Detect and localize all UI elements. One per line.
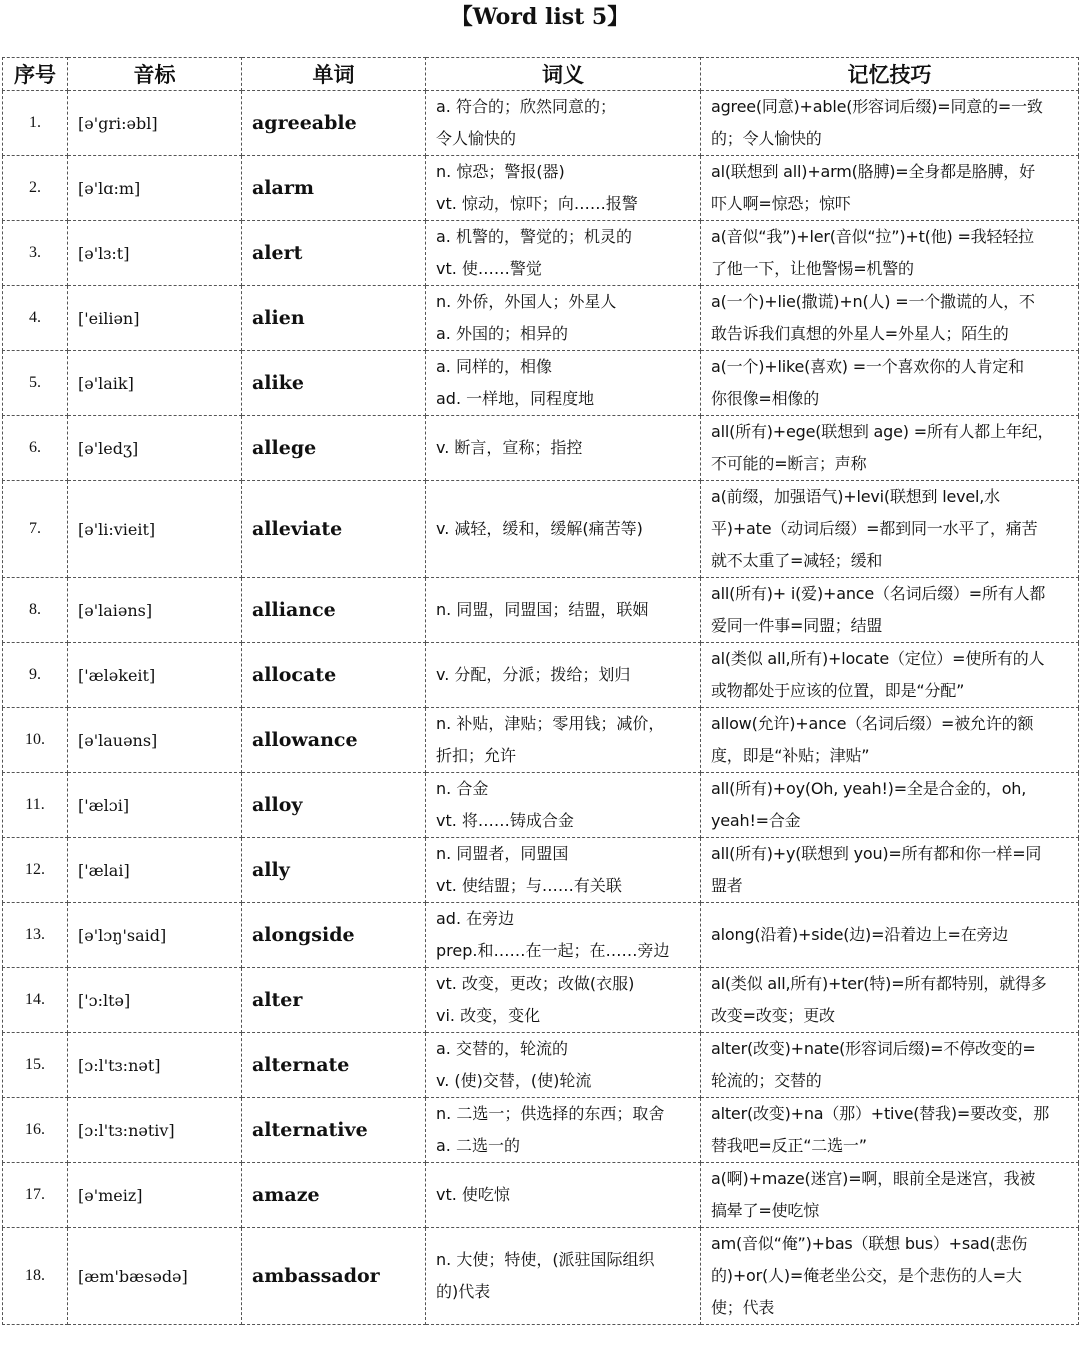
memory-tip-line: 爱同一件事=同盟；结盟	[711, 616, 883, 635]
memory-tip-line: agree(同意)+able(形容词后缀)=同意的=一致	[711, 97, 1043, 116]
row-number: 9.	[3, 643, 68, 708]
word-cell: allocate	[242, 643, 426, 708]
phonetic-cell: [ə'meiz]	[68, 1163, 242, 1228]
memory-tip-line: a(啊)+maze(迷宫)=啊，眼前全是迷宫，我被	[711, 1169, 1036, 1188]
table-row	[3, 903, 1079, 968]
word-cell: allowance	[242, 708, 426, 773]
word-cell: alongside	[242, 903, 426, 968]
meaning-cell	[426, 1163, 701, 1228]
row-number: 14.	[3, 968, 68, 1033]
memory-tip-cell	[701, 1098, 1079, 1163]
meaning-cell	[426, 156, 701, 221]
phonetic-cell: [ə'laiəns]	[68, 578, 242, 643]
memory-tip-line: 度，即是“补贴；津贴”	[711, 746, 870, 765]
table-row	[3, 1228, 1079, 1325]
meaning-line: a. 同样的，相像	[436, 357, 552, 376]
meaning-cell	[426, 903, 701, 968]
meaning-line: vt. 改变，更改；改做(衣服)	[436, 974, 635, 993]
memory-tip-line: a(音似“我”)+ler(音似“拉”)+t(他) =我轻轻拉	[711, 227, 1034, 246]
meaning-line: 折扣；允许	[436, 746, 517, 765]
meaning-line: vt. 使结盟；与……有关联	[436, 876, 622, 895]
phonetic-cell: [ə'lɑ:m]	[68, 156, 242, 221]
memory-tip-line: 改变=改变；更改	[711, 1006, 835, 1025]
table-row	[3, 416, 1079, 481]
meaning-line: a. 交替的，轮流的	[436, 1039, 568, 1058]
memory-tip-line: alter(改变)+nate(形容词后缀)=不停改变的=	[711, 1039, 1036, 1058]
phonetic-cell: ['ɔ:ltə]	[68, 968, 242, 1033]
table-row	[3, 643, 1079, 708]
meaning-line: vt. 使吃惊	[436, 1185, 510, 1204]
row-number: 2.	[3, 156, 68, 221]
memory-tip-line: alter(改变)+na（那）+tive(替我)=要改变，那	[711, 1104, 1050, 1123]
memory-tip-cell	[701, 481, 1079, 578]
meaning-line: a. 二选一的	[436, 1136, 520, 1155]
phonetic-cell: [ə'ledʒ]	[68, 416, 242, 481]
table-row	[3, 481, 1079, 578]
row-number: 12.	[3, 838, 68, 903]
word-cell: alert	[242, 221, 426, 286]
memory-tip-line: a(前缀，加强语气)+levi(联想到 level,水	[711, 487, 1000, 506]
memory-tip-cell	[701, 1033, 1079, 1098]
memory-tip-line: yeah!=合金	[711, 811, 801, 830]
memory-tip-line: allow(允许)+ance（名词后缀）=被允许的额	[711, 714, 1034, 733]
row-number: 17.	[3, 1163, 68, 1228]
phonetic-cell: [ə'lɜ:t]	[68, 221, 242, 286]
memory-tip-line: 搞晕了=使吃惊	[711, 1201, 820, 1220]
table-row	[3, 708, 1079, 773]
memory-tip-line: all(所有)+ i(爱)+ance（名词后缀）=所有人都	[711, 584, 1046, 603]
memory-tip-cell	[701, 903, 1079, 968]
row-number: 3.	[3, 221, 68, 286]
meaning-cell	[426, 416, 701, 481]
memory-tip-line: 或物都处于应该的位置，即是“分配”	[711, 681, 965, 700]
word-cell: alternative	[242, 1098, 426, 1163]
memory-tip-line: al(联想到 all)+arm(胳膊)=全身都是胳膊，好	[711, 162, 1035, 181]
header-memory-tip: 记忆技巧	[701, 58, 1079, 91]
memory-tip-cell	[701, 643, 1079, 708]
meaning-line: vt. 惊动，惊吓；向……报警	[436, 194, 638, 213]
meaning-line: v. 断言，宣称；指控	[436, 438, 583, 457]
word-cell: alike	[242, 351, 426, 416]
table-header-row	[3, 58, 1079, 91]
row-number: 8.	[3, 578, 68, 643]
memory-tip-line: 了他一下，让他警惕=机警的	[711, 259, 914, 278]
meaning-cell	[426, 578, 701, 643]
row-number: 13.	[3, 903, 68, 968]
memory-tip-cell	[701, 91, 1079, 156]
memory-tip-line: 敢告诉我们真想的外星人=外星人；陌生的	[711, 324, 1009, 343]
meaning-cell	[426, 838, 701, 903]
meaning-line: vt. 使……警觉	[436, 259, 542, 278]
meaning-cell	[426, 481, 701, 578]
meaning-line: a. 机警的，警觉的；机灵的	[436, 227, 632, 246]
table-row	[3, 578, 1079, 643]
meaning-line: a. 符合的；欣然同意的；	[436, 97, 616, 116]
memory-tip-line: am(音似“俺”)+bas（联想 bus）+sad(悲伤	[711, 1234, 1028, 1253]
meaning-line: n. 大使；特使，(派驻国际组织	[436, 1250, 655, 1269]
meaning-cell	[426, 773, 701, 838]
word-cell: allege	[242, 416, 426, 481]
memory-tip-cell	[701, 156, 1079, 221]
meaning-cell	[426, 1098, 701, 1163]
row-number: 16.	[3, 1098, 68, 1163]
meaning-line: a. 外国的；相异的	[436, 324, 568, 343]
phonetic-cell: [ɔ:l'tɜ:nətiv]	[68, 1098, 242, 1163]
row-number: 1.	[3, 91, 68, 156]
header-word: 单词	[242, 58, 426, 91]
memory-tip-line: 轮流的；交替的	[711, 1071, 822, 1090]
phonetic-cell: ['ælai]	[68, 838, 242, 903]
meaning-cell	[426, 968, 701, 1033]
meaning-cell	[426, 708, 701, 773]
memory-tip-cell	[701, 838, 1079, 903]
table-row	[3, 1163, 1079, 1228]
meaning-line: n. 二选一；供选择的东西；取舍	[436, 1104, 665, 1123]
memory-tip-cell	[701, 708, 1079, 773]
memory-tip-line: 吓人啊=惊恐；惊吓	[711, 194, 851, 213]
memory-tip-line: 的)+or(人)=俺老坐公交，是个悲伤的人=大	[711, 1266, 1022, 1285]
memory-tip-cell	[701, 1163, 1079, 1228]
meaning-cell	[426, 1033, 701, 1098]
memory-tip-cell	[701, 1228, 1079, 1325]
phonetic-cell: [ə'laik]	[68, 351, 242, 416]
table-row	[3, 773, 1079, 838]
meaning-line: n. 同盟，同盟国；结盟，联姻	[436, 600, 649, 619]
memory-tip-cell	[701, 351, 1079, 416]
row-number: 11.	[3, 773, 68, 838]
table-row	[3, 221, 1079, 286]
memory-tip-line: 平)+ate（动词后缀）=都到同一水平了，痛苦	[711, 519, 1038, 538]
memory-tip-line: al(类似 all,所有)+ter(特)=所有都特别，就得多	[711, 974, 1047, 993]
row-number: 18.	[3, 1228, 68, 1325]
meaning-line: ad. 在旁边	[436, 909, 515, 928]
phonetic-cell: [ə'lauəns]	[68, 708, 242, 773]
row-number: 7.	[3, 481, 68, 578]
memory-tip-line: all(所有)+y(联想到 you)=所有都和你一样=同	[711, 844, 1042, 863]
meaning-line: 令人愉快的	[436, 129, 517, 148]
phonetic-cell: ['æləkeit]	[68, 643, 242, 708]
word-cell: alter	[242, 968, 426, 1033]
meaning-line: n. 外侨，外国人；外星人	[436, 292, 617, 311]
meaning-line: ad. 一样地，同程度地	[436, 389, 595, 408]
phonetic-cell: ['eiliən]	[68, 286, 242, 351]
memory-tip-line: along(沿着)+side(边)=沿着边上=在旁边	[711, 925, 1009, 944]
meaning-line: 的)代表	[436, 1282, 491, 1301]
table-row	[3, 968, 1079, 1033]
meaning-cell	[426, 643, 701, 708]
table-row	[3, 91, 1079, 156]
page-title: 【Word list 5】	[450, 4, 630, 30]
table-body	[3, 91, 1079, 1325]
phonetic-cell: [ɔ:l'tɜ:nət]	[68, 1033, 242, 1098]
meaning-cell	[426, 221, 701, 286]
word-cell: agreeable	[242, 91, 426, 156]
phonetic-cell: [ə'lɔŋ'said]	[68, 903, 242, 968]
meaning-cell	[426, 351, 701, 416]
table-row	[3, 1098, 1079, 1163]
word-cell: alliance	[242, 578, 426, 643]
meaning-line: vi. 改变，变化	[436, 1006, 541, 1025]
memory-tip-line: 不可能的=断言；声称	[711, 454, 867, 473]
memory-tip-line: all(所有)+ege(联想到 age) =所有人都上年纪，	[711, 422, 1054, 441]
memory-tip-line: 使；代表	[711, 1298, 775, 1317]
table-row	[3, 1033, 1079, 1098]
meaning-line: n. 惊恐；警报(器)	[436, 162, 565, 181]
memory-tip-line: 替我吧=反正“二选一”	[711, 1136, 867, 1155]
memory-tip-line: al(类似 all,所有)+locate（定位）=使所有的人	[711, 649, 1045, 668]
memory-tip-line: all(所有)+oy(Oh, yeah!)=全是合金的，oh,	[711, 779, 1027, 798]
word-list-table	[2, 57, 1079, 1325]
memory-tip-line: a(一个)+like(喜欢) =一个喜欢你的人肯定和	[711, 357, 1024, 376]
phonetic-cell: [ə'li:vieit]	[68, 481, 242, 578]
word-cell: ambassador	[242, 1228, 426, 1325]
memory-tip-cell	[701, 416, 1079, 481]
memory-tip-cell	[701, 221, 1079, 286]
meaning-line: v. 减轻，缓和，缓解(痛苦等)	[436, 519, 643, 538]
meaning-line: n. 同盟者，同盟国	[436, 844, 569, 863]
table-row	[3, 351, 1079, 416]
meaning-cell	[426, 286, 701, 351]
phonetic-cell: ['ælɔi]	[68, 773, 242, 838]
row-number: 5.	[3, 351, 68, 416]
phonetic-cell: [ə'gri:əbl]	[68, 91, 242, 156]
memory-tip-line: 你很像=相像的	[711, 389, 820, 408]
meaning-cell	[426, 91, 701, 156]
meaning-cell	[426, 1228, 701, 1325]
table-row	[3, 286, 1079, 351]
word-cell: alien	[242, 286, 426, 351]
row-number: 10.	[3, 708, 68, 773]
meaning-line: v. (使)交替，(使)轮流	[436, 1071, 592, 1090]
row-number: 15.	[3, 1033, 68, 1098]
row-number: 4.	[3, 286, 68, 351]
memory-tip-cell	[701, 773, 1079, 838]
word-cell: alloy	[242, 773, 426, 838]
meaning-line: prep.和……在一起；在……旁边	[436, 941, 670, 960]
header-index: 序号	[3, 58, 68, 91]
word-cell: alternate	[242, 1033, 426, 1098]
meaning-line: vt. 将……铸成合金	[436, 811, 574, 830]
memory-tip-cell	[701, 286, 1079, 351]
word-cell: amaze	[242, 1163, 426, 1228]
table-row	[3, 156, 1079, 221]
word-cell: alleviate	[242, 481, 426, 578]
memory-tip-line: 就不太重了=减轻；缓和	[711, 551, 883, 570]
header-phonetic: 音标	[68, 58, 242, 91]
word-cell: ally	[242, 838, 426, 903]
phonetic-cell: [æm'bæsədə]	[68, 1228, 242, 1325]
memory-tip-line: 的；令人愉快的	[711, 129, 822, 148]
memory-tip-cell	[701, 968, 1079, 1033]
table-row	[3, 838, 1079, 903]
memory-tip-line: a(一个)+lie(撒谎)+n(人) =一个撒谎的人，不	[711, 292, 1035, 311]
meaning-line: n. 补贴，津贴；零用钱；减价，	[436, 714, 665, 733]
meaning-line: v. 分配，分派；拨给；划归	[436, 665, 631, 684]
meaning-line: n. 合金	[436, 779, 489, 798]
memory-tip-cell	[701, 578, 1079, 643]
memory-tip-line: 盟者	[711, 876, 743, 895]
header-meaning: 词义	[426, 58, 701, 91]
word-cell: alarm	[242, 156, 426, 221]
row-number: 6.	[3, 416, 68, 481]
